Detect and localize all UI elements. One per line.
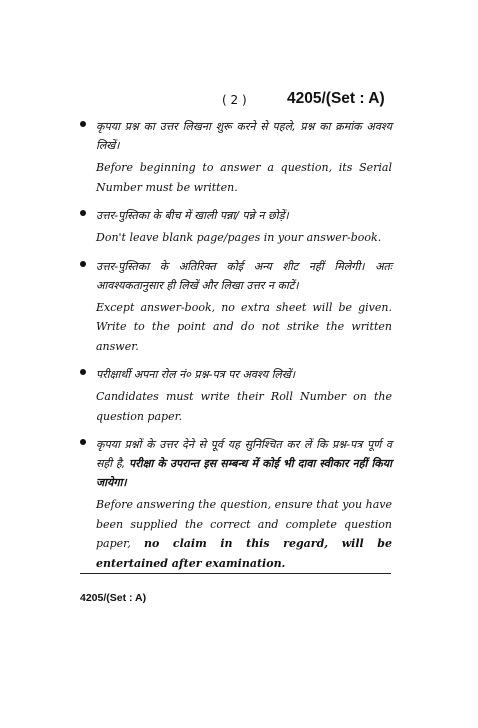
- bullet-icon: [80, 121, 86, 127]
- instruction-hindi: उत्तर-पुस्तिका के बीच में खाली पन्ना/ पन्ने न छोड़ें।: [96, 209, 289, 222]
- page-number: ( 2 ): [222, 93, 247, 107]
- instruction-hindi: परीक्षार्थी अपना रोल नं० प्रश्न-पत्र पर अवश्य लिखें।: [96, 368, 296, 381]
- instruction-english: Don't leave blank page/pages in your answer-book.: [96, 231, 382, 244]
- footer-paper-code: 4205/(Set : A): [80, 592, 147, 604]
- hindi-claim-notice: परीक्षा के उपरान्त इस सम्बन्ध में कोई भी दावा स्वीकार नहीं किया जायेगा।: [96, 457, 392, 489]
- bullet-icon: [80, 210, 86, 216]
- paper-code: 4205/(Set : A): [287, 90, 385, 107]
- instruction-english: Candidates must write their Roll Number on the question paper.: [96, 390, 392, 423]
- instruction-hindi: उत्तर-पुस्तिका के अतिरिक्त कोई अन्य शीट नहीं मिलेगी। अतः आवश्यकतानुसार ही लिखें और लिखा उत्तर न काटें।: [96, 259, 392, 292]
- instruction-english: Before answering the question, ensure that you have been supplied the correct and complete question paper, no claim in this regard, will be entertained after examination.: [96, 498, 392, 570]
- bullet-icon: [80, 261, 86, 267]
- bullet-icon: [80, 439, 86, 445]
- instruction-item: [80, 257, 392, 357]
- instructions-list: [80, 117, 392, 582]
- english-claim-notice: no claim in this regard, will be entertained after examination.: [96, 537, 392, 570]
- instruction-item: [80, 435, 392, 573]
- divider-line: [80, 573, 391, 574]
- instruction-hindi: कृपया प्रश्न का उत्तर लिखना शुरू करने से पहले, प्रश्न का क्रमांक अवश्य लिखें।: [96, 120, 392, 152]
- instruction-item: [80, 206, 392, 248]
- instruction-hindi: कृपया प्रश्नों के उत्तर देने से पूर्व यह सुनिश्चित कर लें कि प्रश्न-पत्र पूर्ण व सही है, परीक्षा के उपरान्त इस सम्बन्ध में कोई भी दावा स्वीकार नहीं किया जायेगा।: [96, 438, 392, 489]
- bullet-icon: [80, 369, 86, 375]
- instruction-english: Before beginning to answer a question, its Serial Number must be written.: [96, 161, 392, 194]
- instruction-item: [80, 117, 392, 197]
- instruction-item: [80, 365, 392, 426]
- page-header: [0, 90, 478, 112]
- instruction-english: Except answer-book, no extra sheet will be given. Write to the point and do not strike the written answer.: [96, 300, 392, 353]
